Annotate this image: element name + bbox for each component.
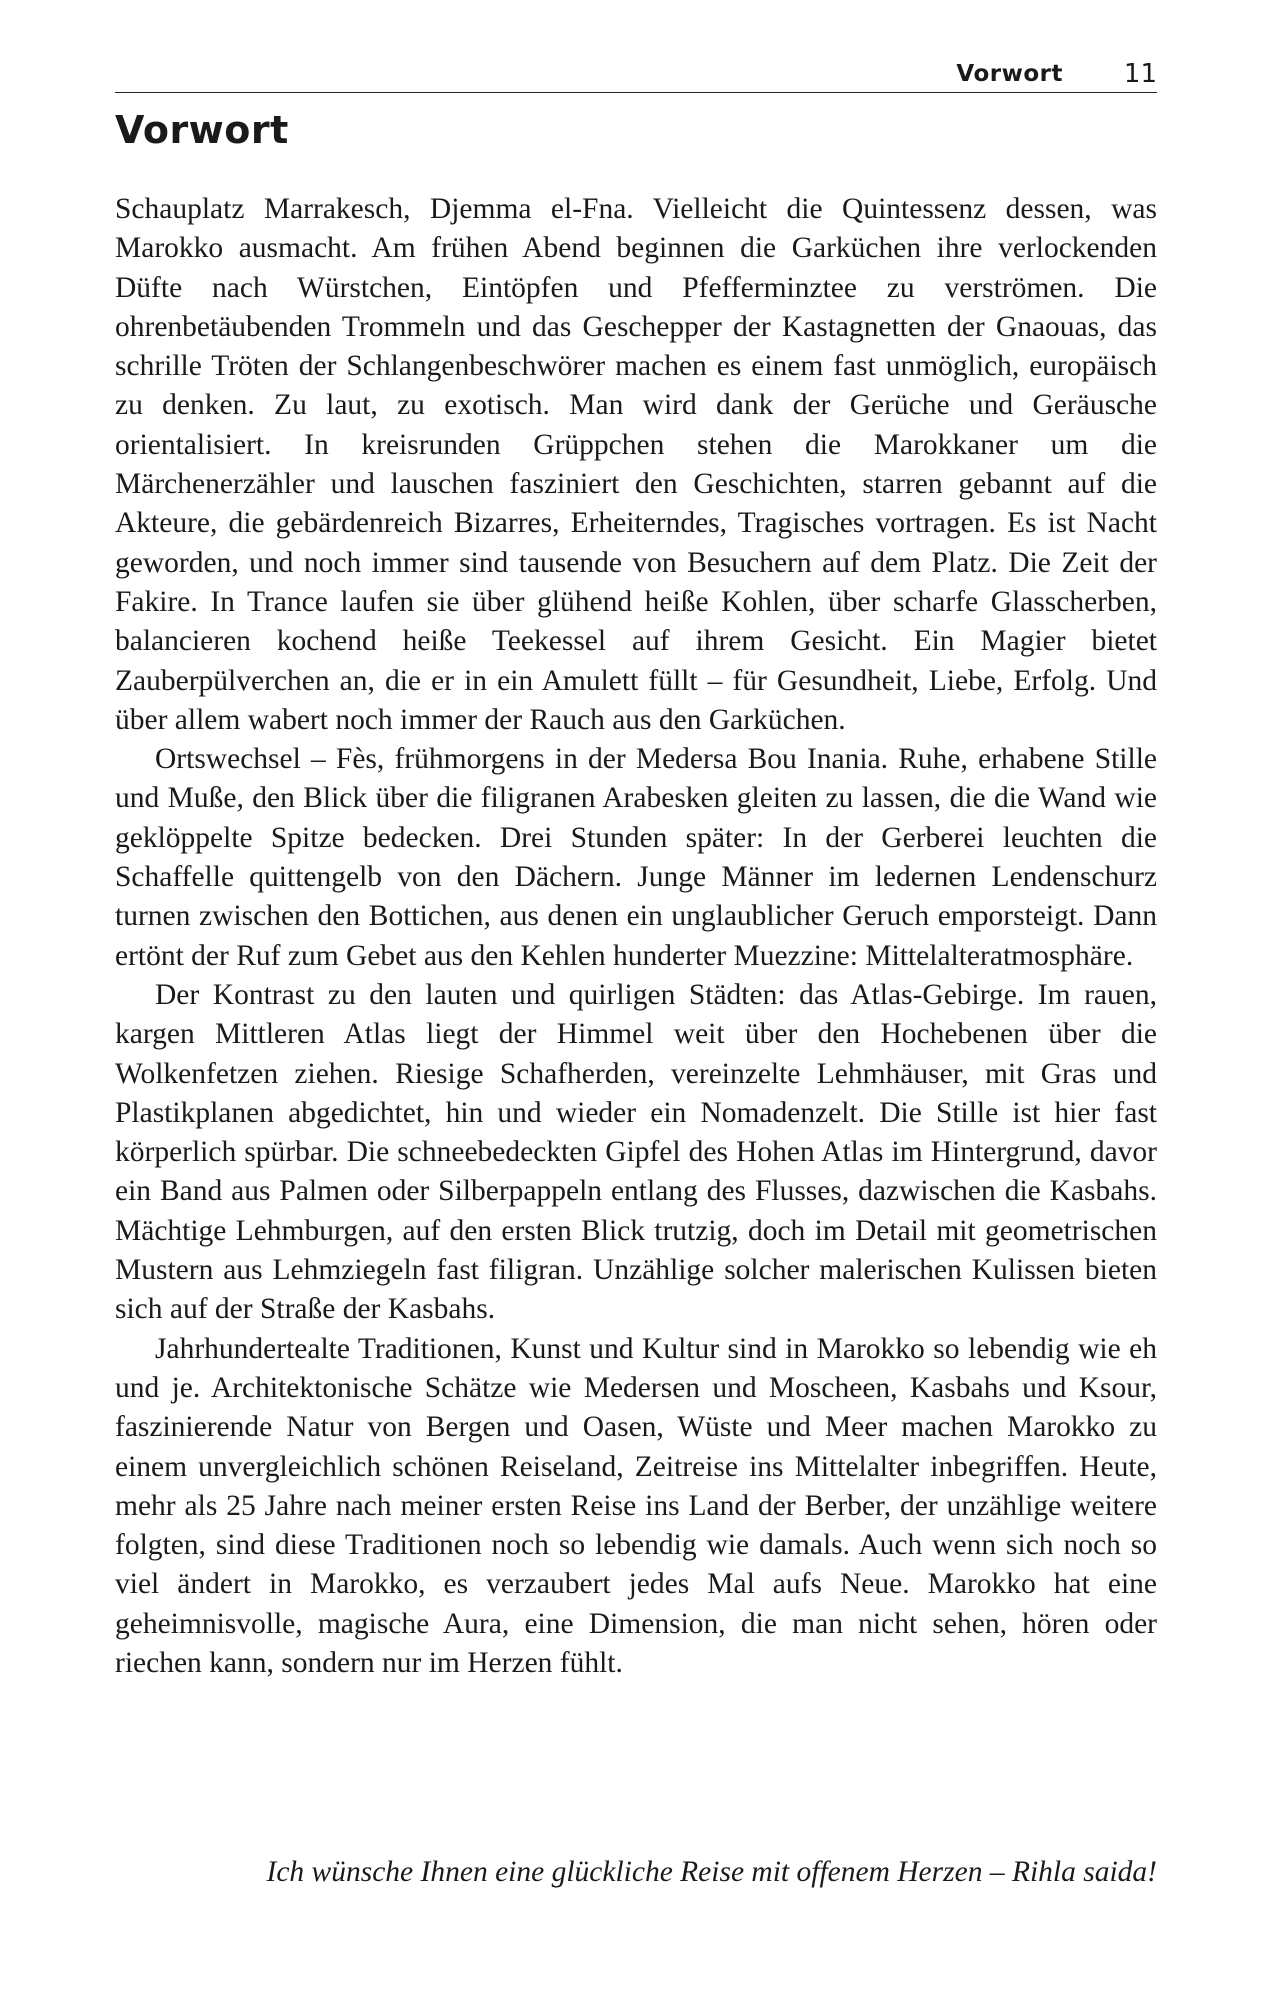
chapter-title: Vorwort (115, 108, 289, 152)
closing-line: Ich wünsche Ihnen eine glückliche Reise mit offenem Herzen – Rihla saida! (266, 1856, 1157, 1888)
paragraph-3: Der Kontrast zu den lauten und quirligen Städten: das Atlas-Gebirge. Im rauen, kargen Mittleren Atlas liegt der Himmel weit über den Hochebenen über die Wolkenfetzen ziehen. Riesige Schafherden, vereinzelte Lehmhäuser, mit Gras und Plastikplanen abgedichtet, hin und wieder ein Nomadenzelt. Die Stille ist hier fast körperlich spürbar. Die schneebedeckten Gipfel des Hohen Atlas im Hintergrund, davor ein Band aus Palmen oder Silberpappeln entlang des Flusses, dazwischen die Kasbahs. Mächtige Lehmburgen, auf den ersten Blick trutzig, doch im Detail mit geometrischen Mustern aus Lehmziegeln fast filigran. Unzählige solcher malerischen Kulissen bieten sich auf der Straße der Kasbahs. (115, 978, 1157, 1326)
page-number: 11 (1123, 59, 1157, 89)
running-header (115, 58, 1157, 93)
running-header-section: Vorwort (956, 61, 1063, 87)
paragraph-1: Schauplatz Marrakesch, Djemma el-Fna. Vielleicht die Quintessenz dessen, was Marokko ausmacht. Am frühen Abend beginnen die Garküchen ihre verlockenden Düfte nach Würstchen, Eintöpfen und Pfefferminztee zu verströmen. Die ohrenbetäubenden Trommeln und das Geschepper der Kastagnetten der Gnaouas, das schrille Tröten der Schlangenbeschwörer machen es einem fast unmöglich, europäisch zu denken. Zu laut, zu exotisch. Man wird dank der Gerüche und Geräusche orientalisiert. In kreisrunden Grüppchen stehen die Marokkaner um die Märchenerzähler und lauschen fasziniert den Geschichten, starren gebannt auf die Akteure, die gebärdenreich Bizarres, Erheiterndes, Tragisches vortragen. Es ist Nacht geworden, und noch immer sind tausende von Besuchern auf dem Platz. Die Zeit der Fakire. In Trance laufen sie über glühend heiße Kohlen, über scharfe Glasscherben, balancieren kochend heiße Teekessel auf ihrem Gesicht. Ein Magier bietet Zauberpülverchen an, die er in ein Amulett füllt – für Gesundheit, Liebe, Erfolg. Und über allem wabert noch immer der Rauch aus den Garküchen. (115, 193, 1157, 736)
book-page (115, 0, 1157, 2000)
body-text (115, 190, 1157, 1683)
paragraph-2: Ortswechsel – Fès, frühmorgens in der Medersa Bou Inania. Ruhe, erhabene Stille und Muße, den Blick über die filigranen Arabesken gleiten zu lassen, die die Wand wie geklöppelte Spitze bedecken. Drei Stunden später: In der Gerberei leuchten die Schaffelle quittengelb von den Dächern. Junge Männer im ledernen Lendenschurz turnen zwischen den Bottichen, aus denen ein unglaublicher Geruch emporsteigt. Dann ertönt der Ruf zum Gebet aus den Kehlen hunderter Muezzine: Mittelalteratmosphäre. (115, 743, 1157, 972)
paragraph-4: Jahrhundertealte Traditionen, Kunst und Kultur sind in Marokko so lebendig wie eh und je. Architektonische Schätze wie Medersen und Moscheen, Kasbahs und Ksour, faszinierende Natur von Bergen und Oasen, Wüste und Meer machen Marokko zu einem unvergleichlich schönen Reiseland, Zeitreise ins Mittelalter inbegriffen. Heute, mehr als 25 Jahre nach meiner ersten Reise ins Land der Berber, der unzählige weitere folgten, sind diese Traditionen noch so lebendig wie damals. Auch wenn sich noch so viel ändert in Marokko, es verzaubert jedes Mal aufs Neue. Marokko hat eine geheimnisvolle, magische Aura, eine Dimension, die man nicht sehen, hören oder riechen kann, sondern nur im Herzen fühlt. (115, 1332, 1157, 1679)
